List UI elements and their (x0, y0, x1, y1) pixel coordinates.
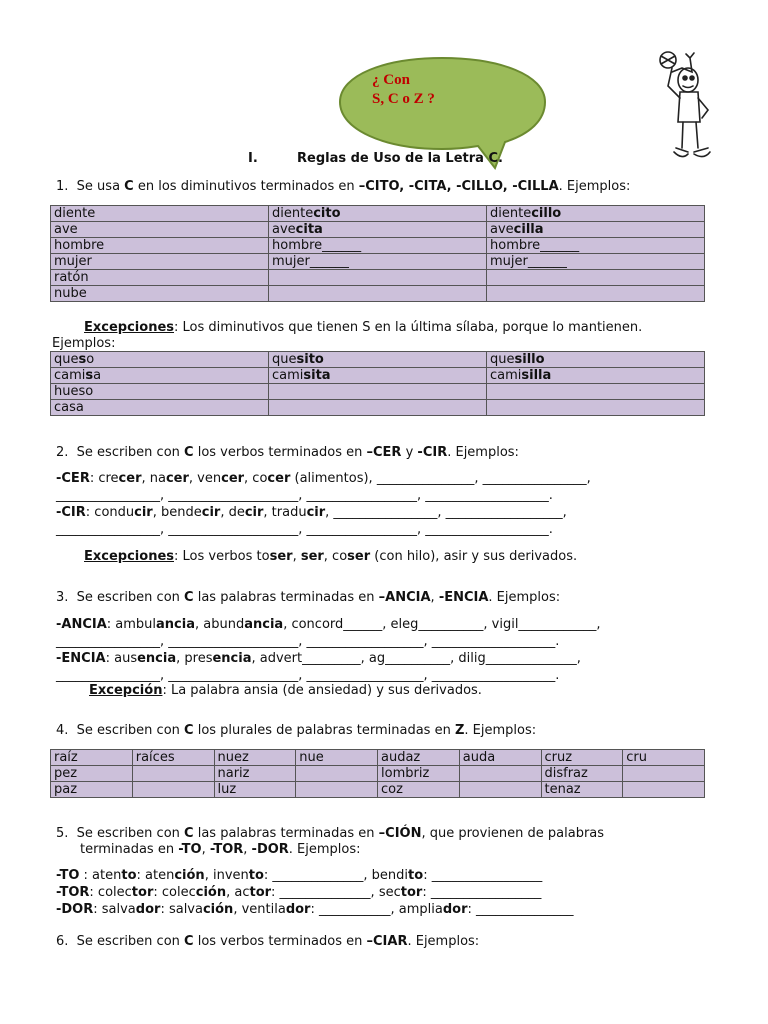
table-cell: diente (51, 206, 269, 222)
exception-1-examples: Ejemplos: (52, 336, 116, 351)
ancia-line-1: -ANCIA: ambulancia, abundancia, concord______, eleg__________, vigil____________, (56, 617, 601, 632)
table-cell: hueso (51, 384, 269, 400)
page-title: Reglas de Uso de la Letra C. (297, 151, 503, 166)
cer-line-1: -CER: crecer, nacer, vencer, cocer (alimentos), _______________, ________________, (56, 471, 591, 486)
table-cell: auda (459, 750, 541, 766)
rule-6: 6. Se escriben con C los verbos terminados en –CIAR. Ejemplos: (56, 934, 480, 949)
table-cell: hombre (51, 238, 269, 254)
rule-5: 5. Se escriben con C las palabras terminadas en –CIÓN, que provienen de palabras (56, 826, 605, 841)
bubble-line-2: S, C o Z ? (372, 91, 435, 107)
bubble-line-1: ¿ Con (372, 72, 410, 88)
table-cell: mujer______ (487, 254, 705, 270)
table-cell: avecilla (487, 222, 705, 238)
table-cell: raíces (132, 750, 214, 766)
table-cell (269, 286, 487, 302)
table-cell: avecita (269, 222, 487, 238)
exceptions-table (50, 351, 705, 416)
cer-line-2: ________________, ____________________, _________________, ___________________. (56, 488, 553, 503)
encia-line-2: ________________, ____________________, __________________, ___________________. (56, 668, 560, 683)
table-cell: quesito (269, 352, 487, 368)
table-cell: coz (378, 782, 460, 798)
table-cell: hombre______ (269, 238, 487, 254)
table-cell: mujer______ (269, 254, 487, 270)
table-row (51, 750, 705, 766)
section-numeral: I. (248, 151, 258, 166)
table-row (51, 352, 705, 368)
table-cell (269, 400, 487, 416)
table-cell: quesillo (487, 352, 705, 368)
exception-1: Excepciones: Los diminutivos que tienen S en la última sílaba, porque lo mantienen. (84, 320, 643, 335)
table-row (51, 206, 705, 222)
table-cell: dientecito (269, 206, 487, 222)
table-cell: nue (296, 750, 378, 766)
table-cell (487, 400, 705, 416)
plurals-table (50, 749, 705, 798)
table-cell: ratón (51, 270, 269, 286)
table-row (51, 286, 705, 302)
exception-2: Excepciones: Los verbos toser, ser, coser (con hilo), asir y sus derivados. (84, 549, 578, 564)
table-cell: dientecillo (487, 206, 705, 222)
table-cell: pez (51, 766, 133, 782)
dor-line: -DOR: salvador: salvación, ventilador: ___________, ampliador: _______________ (56, 902, 574, 917)
to-line: -TO : atento: atención, invento: ______________, bendito: _________________ (56, 868, 543, 883)
rule-4: 4. Se escriben con C los plurales de palabras terminadas en Z. Ejemplos: (56, 723, 537, 738)
table-row (51, 368, 705, 384)
table-cell: hombre______ (487, 238, 705, 254)
table-cell: queso (51, 352, 269, 368)
table-row (51, 766, 705, 782)
table-cell (487, 384, 705, 400)
table-cell (487, 286, 705, 302)
diminutives-table (50, 205, 705, 302)
table-cell: ave (51, 222, 269, 238)
table-cell: camisa (51, 368, 269, 384)
table-cell (269, 270, 487, 286)
table-row (51, 270, 705, 286)
table-cell: mujer (51, 254, 269, 270)
cartoon-character-illustration (650, 48, 720, 166)
table-cell: paz (51, 782, 133, 798)
encia-line-1: -ENCIA: ausencia, presencia, advert_________, ag__________, dilig______________, (56, 651, 581, 666)
rule-3: 3. Se escriben con C las palabras terminadas en –ANCIA, -ENCIA. Ejemplos: (56, 590, 561, 605)
cir-line-1: -CIR: conducir, bendecir, decir, traducir, ________________, __________________, (56, 505, 567, 520)
table-cell: nariz (214, 766, 296, 782)
table-cell: raíz (51, 750, 133, 766)
table-cell (269, 384, 487, 400)
table-row (51, 782, 705, 798)
table-cell (459, 782, 541, 798)
table-cell (296, 766, 378, 782)
table-row (51, 384, 705, 400)
table-cell: audaz (378, 750, 460, 766)
table-cell: nuez (214, 750, 296, 766)
table-cell (132, 782, 214, 798)
table-row (51, 238, 705, 254)
table-row (51, 400, 705, 416)
table-row (51, 222, 705, 238)
table-cell: tenaz (541, 782, 623, 798)
table-cell (132, 766, 214, 782)
table-cell: disfraz (541, 766, 623, 782)
table-cell: luz (214, 782, 296, 798)
table-cell: camisilla (487, 368, 705, 384)
table-cell: lombriz (378, 766, 460, 782)
tor-line: -TOR: colector: colección, actor: ______________, sector: _________________ (56, 885, 542, 900)
table-cell: cruz (541, 750, 623, 766)
exception-3: Excepción: La palabra ansia (de ansiedad) y sus derivados. (89, 683, 482, 698)
table-cell: camisita (269, 368, 487, 384)
table-cell (459, 766, 541, 782)
table-cell: cru (623, 750, 705, 766)
rule-5-line-2: terminadas en -TO, -TOR, -DOR. Ejemplos: (80, 842, 361, 857)
rule-1: 1. Se usa C en los diminutivos terminados en –CITO, -CITA, -CILLO, -CILLA. Ejemplos: (56, 179, 631, 194)
table-cell (296, 782, 378, 798)
cir-line-2: ________________, ____________________, _________________, ___________________. (56, 522, 553, 537)
rule-2: 2. Se escriben con C los verbos terminados en –CER y -CIR. Ejemplos: (56, 445, 519, 460)
table-cell: casa (51, 400, 269, 416)
table-cell: nube (51, 286, 269, 302)
table-row (51, 254, 705, 270)
table-cell (623, 782, 705, 798)
ancia-line-2: ________________, ____________________, __________________, ___________________. (56, 634, 560, 649)
table-cell (487, 270, 705, 286)
table-cell (623, 766, 705, 782)
